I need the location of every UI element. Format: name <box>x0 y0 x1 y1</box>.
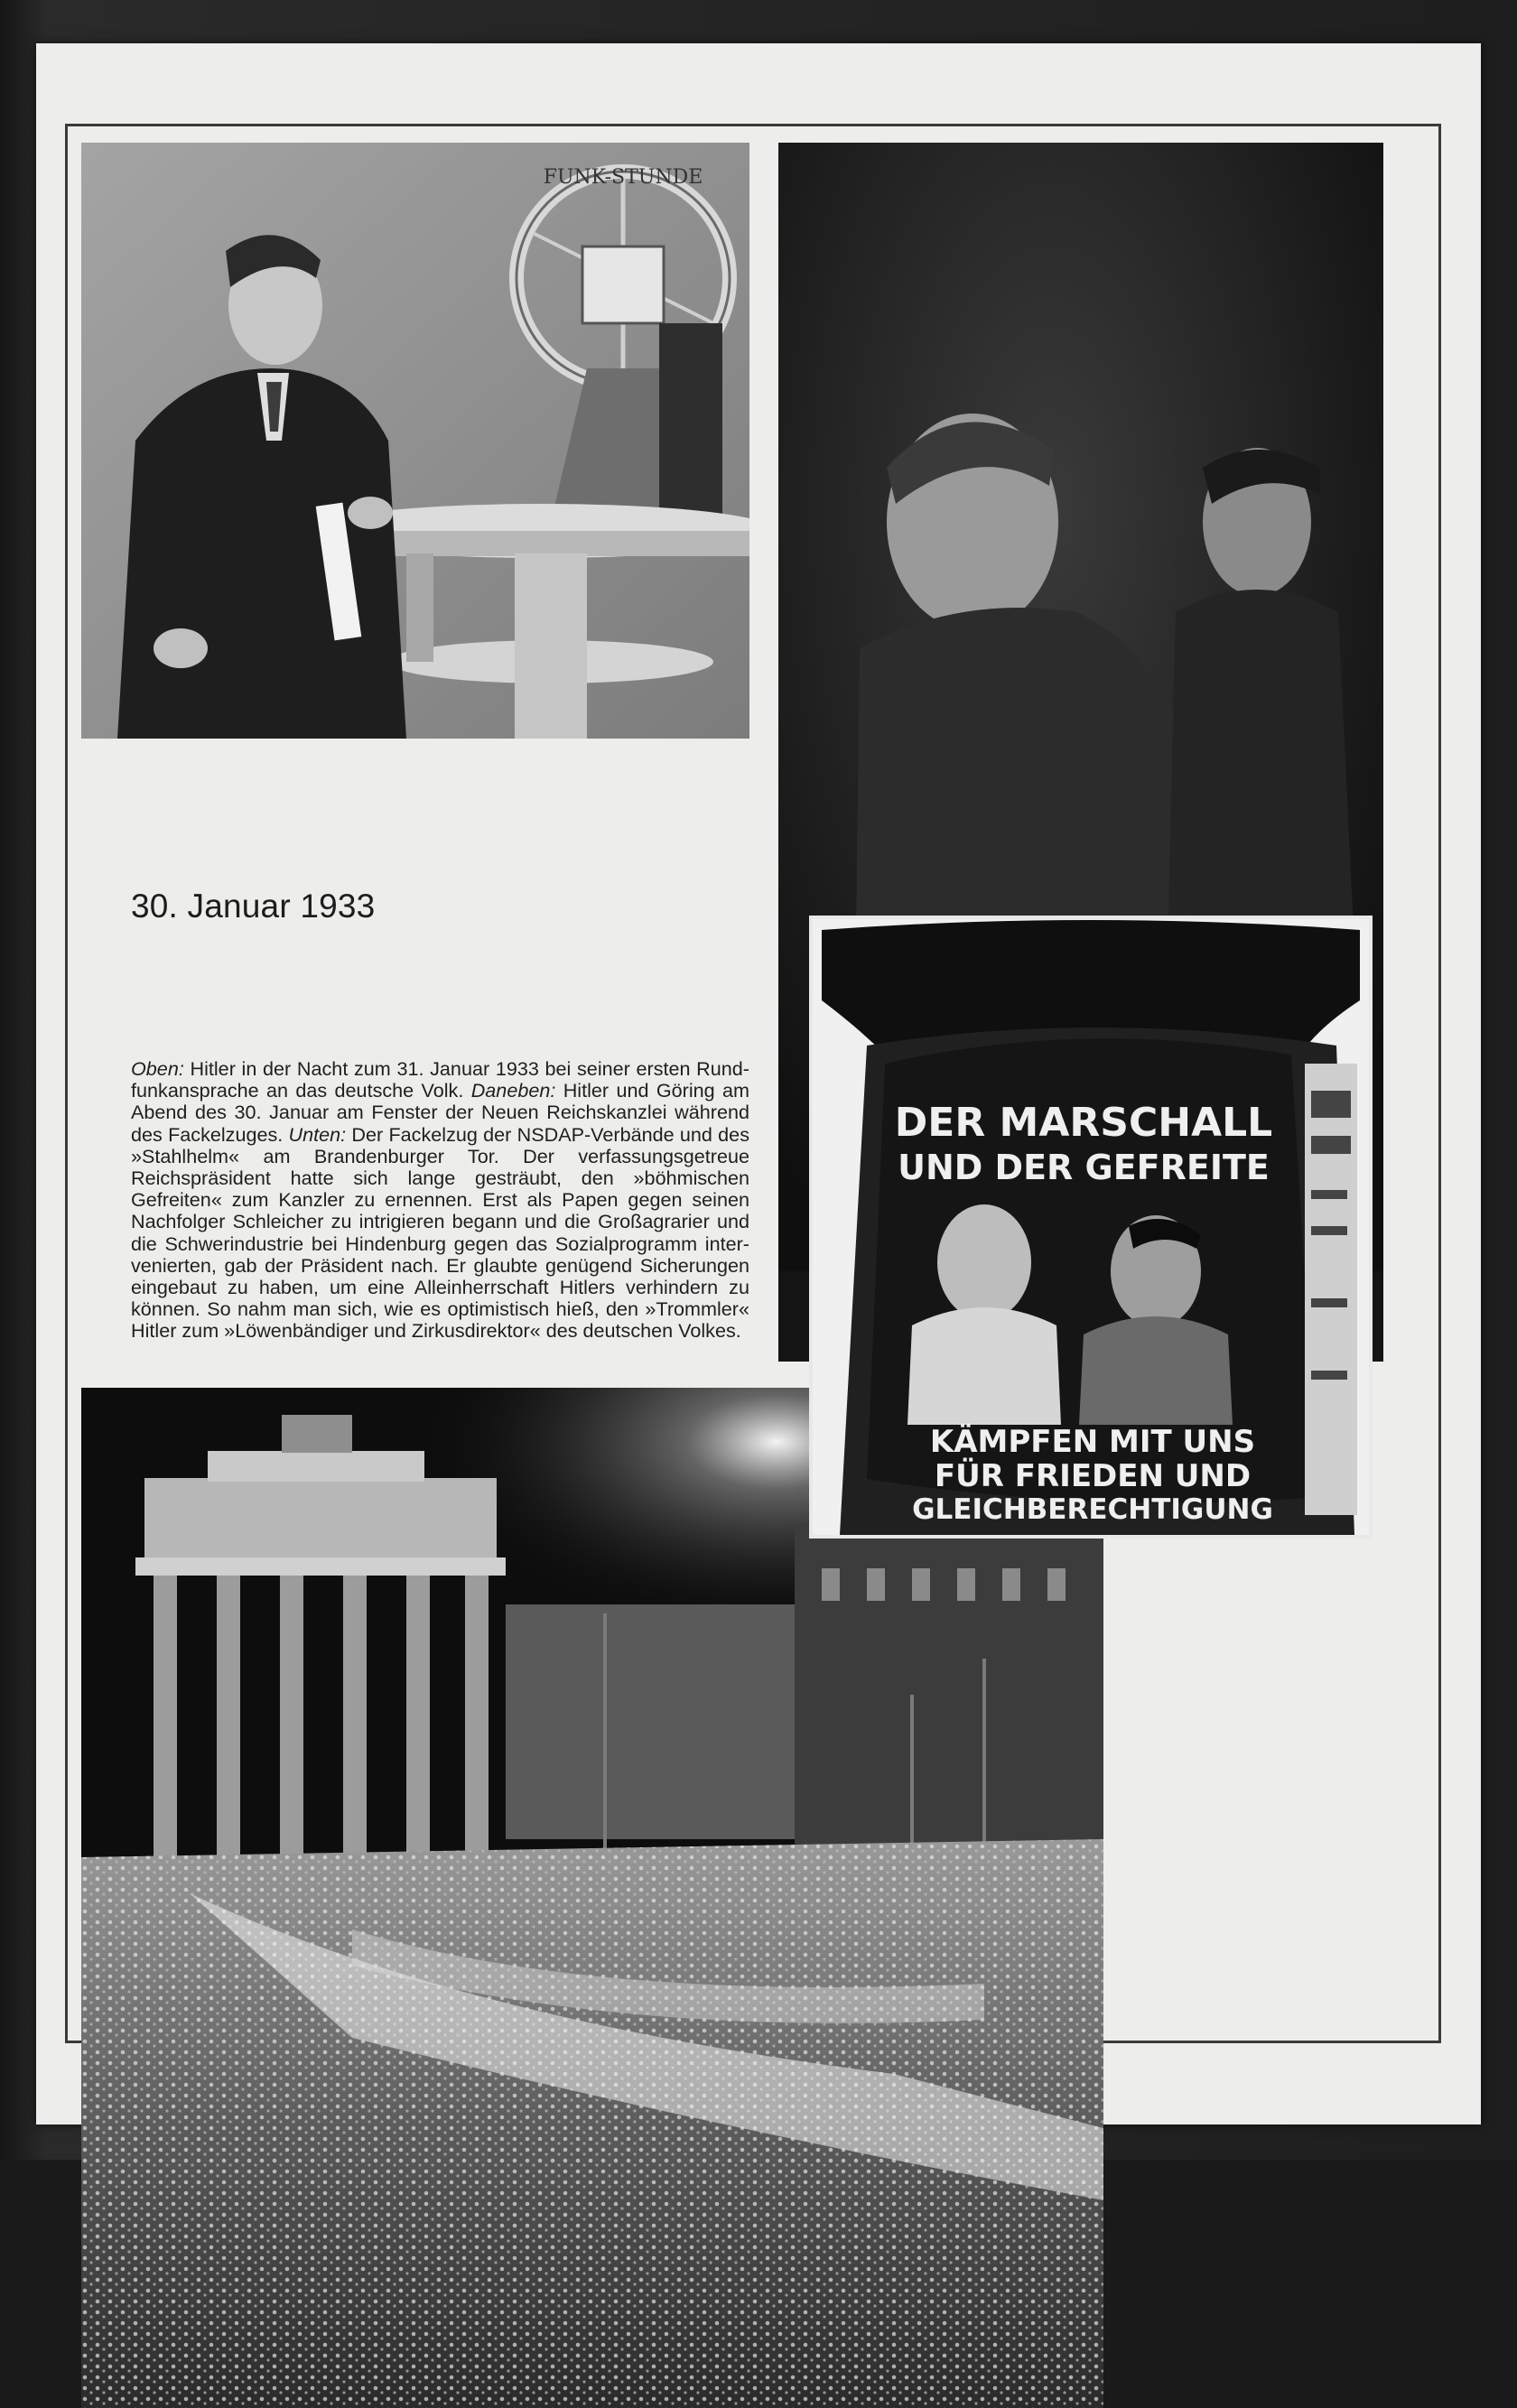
poster-slogan-3: GLEICHBERECHTIGUNG <box>912 1493 1273 1526</box>
photo-advertising-column-poster <box>809 916 1373 1539</box>
poster-slogan-1: KÄMPFEN MIT UNS <box>929 1424 1256 1460</box>
caption-text: Der Fackelzug der NSDAP-Verbände und des »Stahlhelm« am Brandenburger Tor. Der verfassungsgetreue Reichspräsident hatte sich lange gesträubt, den »böhmischen Gefreiten« zum Kanzler zu ernennen. Erst als Papen gegen seinen Nachfolger Schleicher zu intrigieren begann und die Großagrarier und die Schwerindustrie bei Hindenburg gegen das Sozialprogramm intervenierten, gab der Präsident nach. Er glaubte genügend Sicherungen eingebaut zu haben, um eine Alleinherrschaft Hitlers verhindern zu können. So nahm man sich, wie es optimistisch hieß, den »Trommler« Hitler zum »Löwenbändiger und Zirkusdirektor« des deutschen Volkes. <box>131 1122 749 1343</box>
photo-column-drawing <box>813 919 1369 1535</box>
photo-radio-drawing <box>81 143 749 739</box>
photo-caption <box>131 1058 749 1343</box>
photo-hitler-radio-speech <box>81 143 749 739</box>
photo-brandenburg-gate-torchlight <box>81 1388 1103 2408</box>
poster-headline-2: UND DER GEFREITE <box>898 1148 1270 1187</box>
photo-gate-drawing <box>81 1388 1103 2408</box>
page-title: 30. Januar 1933 <box>131 888 376 925</box>
caption-label: Oben: <box>131 1057 184 1080</box>
caption-label: Unten: <box>288 1122 347 1146</box>
caption-text: Hitler in der Nacht zum 31. Januar 1933 bei seiner ersten Rundfunkansprache an das deutsche Volk. <box>131 1057 749 1102</box>
caption-text: Hitler und Göring am Abend des 30. Januar am Fenster der Neuen Reichskanzlei während des Fackelzuges. <box>131 1079 749 1146</box>
poster-slogan-2: FÜR FRIEDEN UND <box>934 1458 1252 1494</box>
caption-label: Daneben: <box>470 1079 556 1102</box>
microphone-sign: FUNK-STUNDE <box>543 166 703 189</box>
poster-headline-1: DER MARSCHALL <box>894 1100 1273 1146</box>
